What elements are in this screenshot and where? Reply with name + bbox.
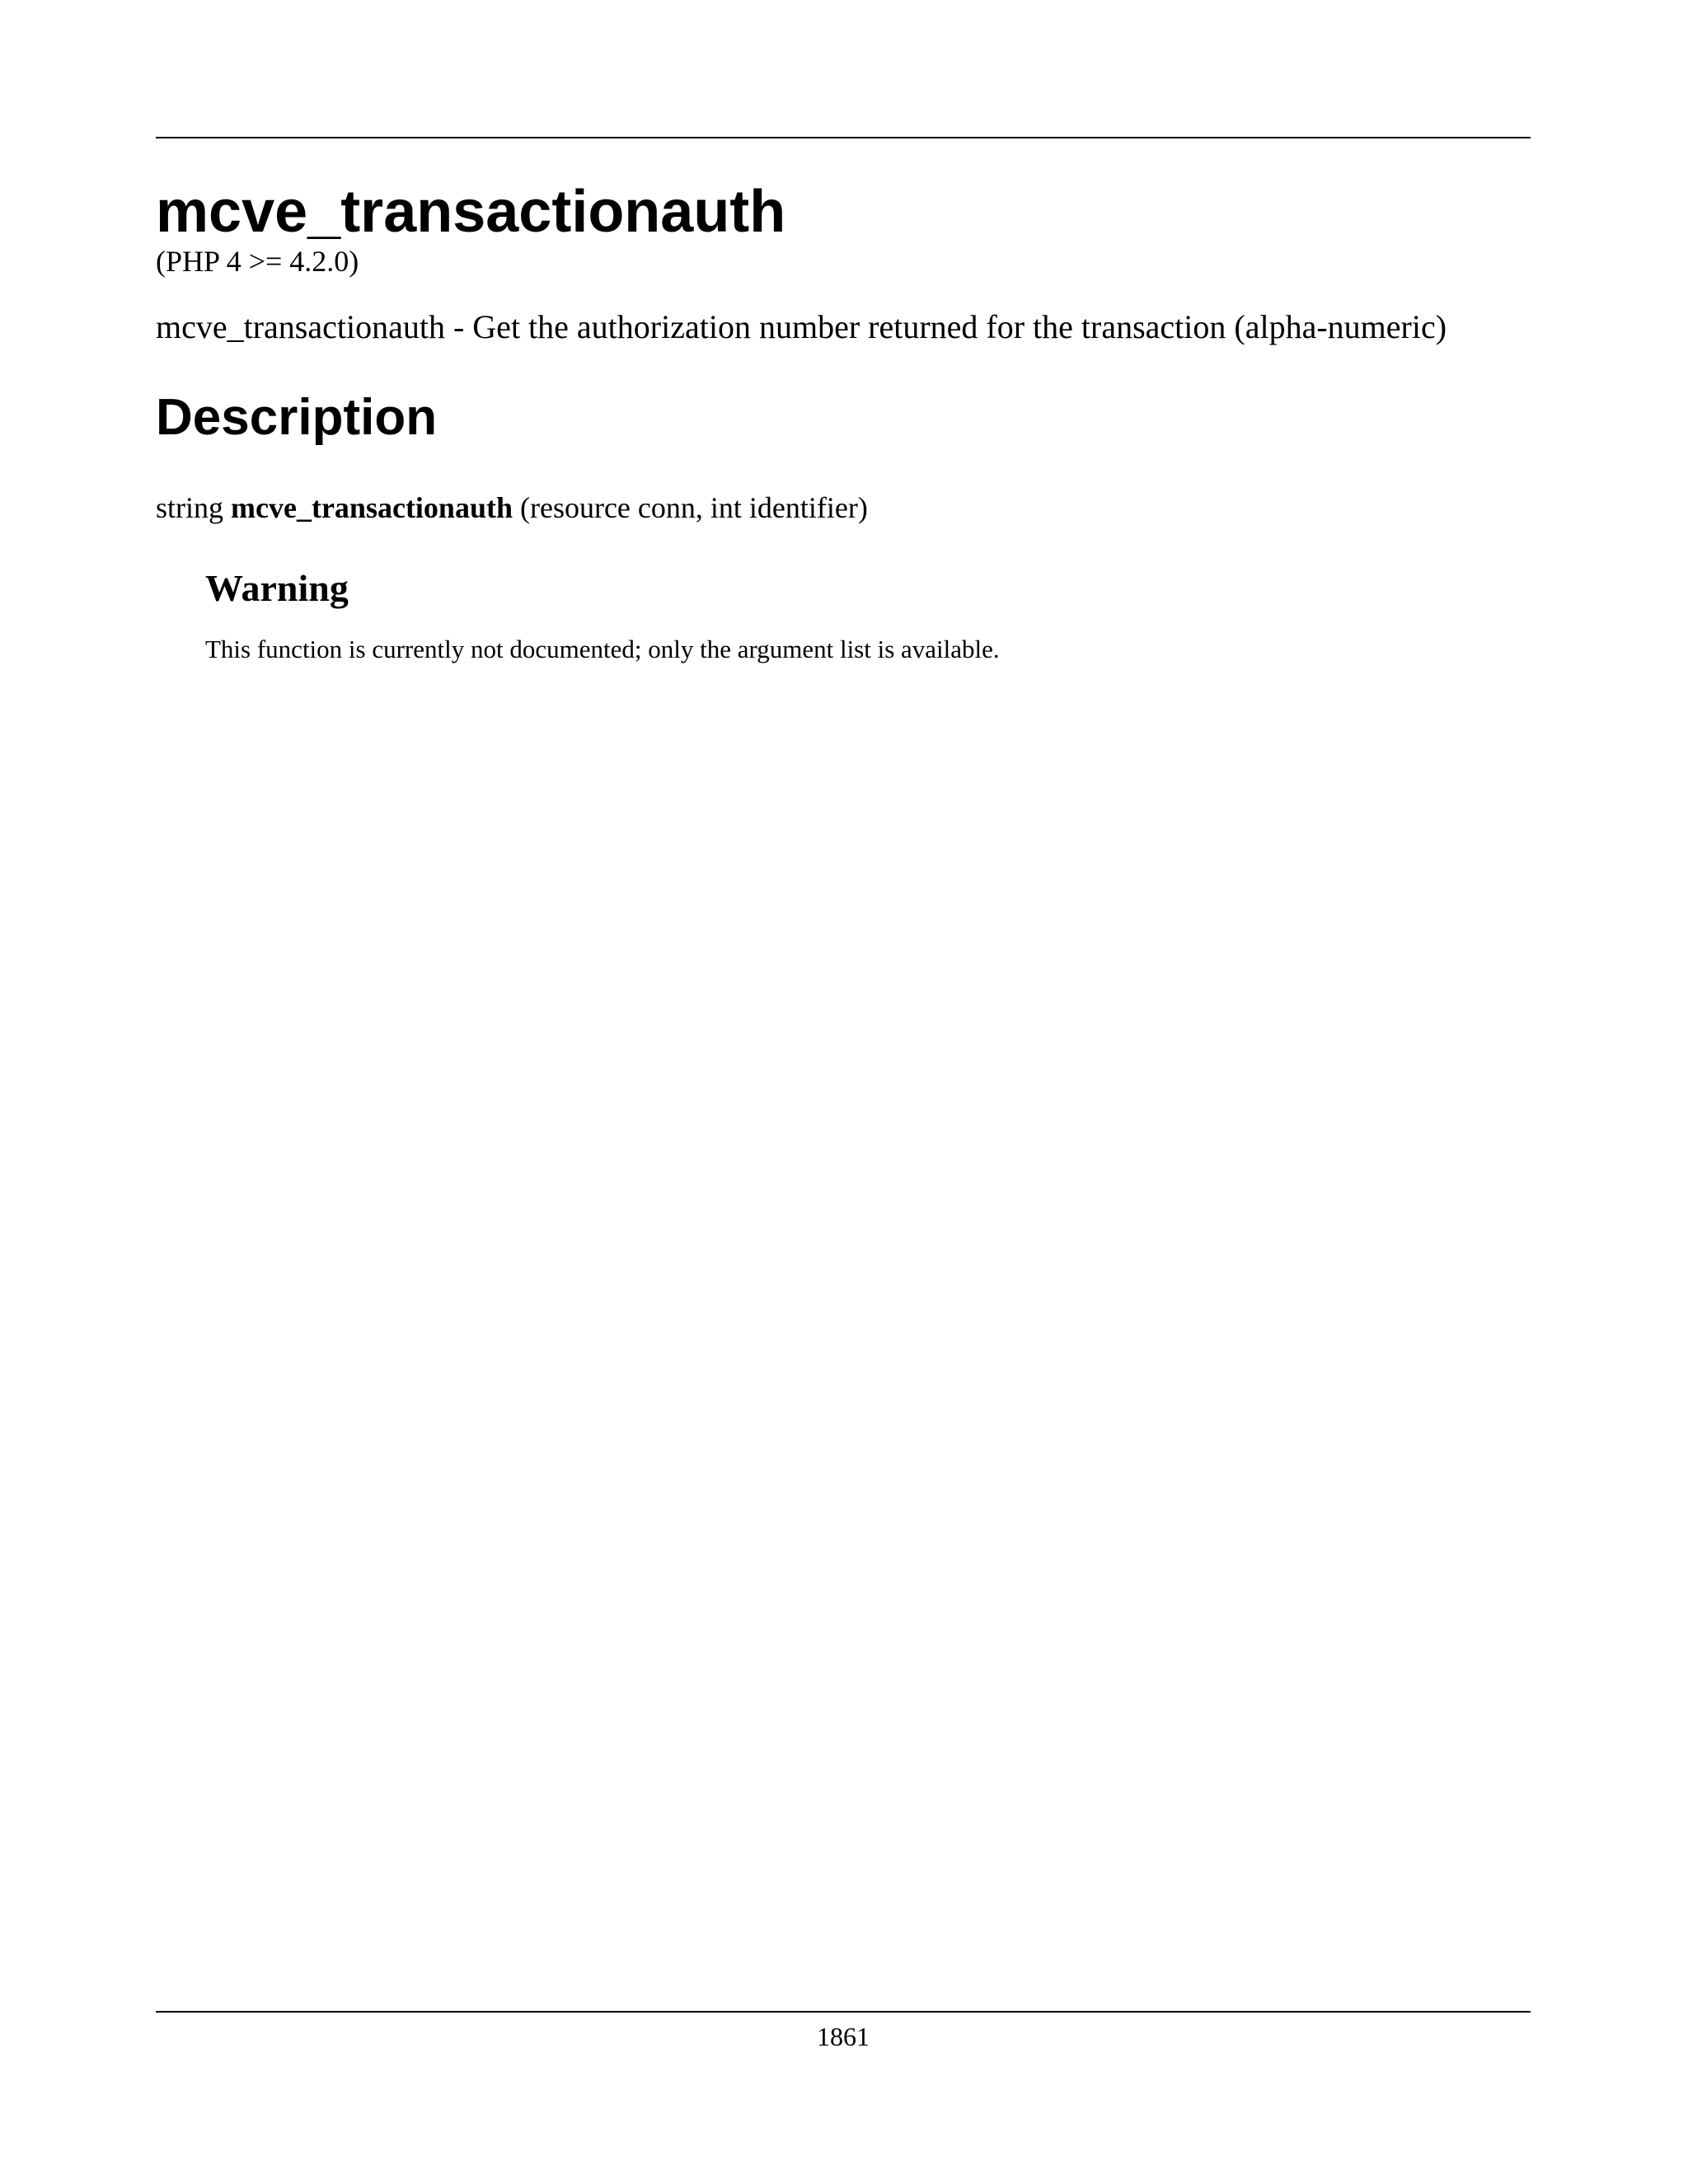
- warning-title: Warning: [205, 567, 349, 610]
- top-rule: [156, 137, 1531, 138]
- page-number: 1861: [817, 2022, 870, 2051]
- warning-box: [205, 565, 1531, 664]
- return-type: string: [156, 490, 224, 524]
- function-synopsis: [156, 490, 1531, 526]
- version-info: (PHP 4 >= 4.2.0): [156, 244, 359, 278]
- bottom-rule: [156, 2011, 1531, 2013]
- warning-text: This function is currently not documented; only the argument list is available.: [205, 635, 1000, 664]
- description-heading: Description: [156, 388, 438, 446]
- function-params: (resource conn, int identifier): [519, 490, 868, 524]
- function-purpose: mcve_transactionauth - Get the authorization number returned for the transaction (alpha-numeric): [156, 307, 1447, 345]
- page-title: mcve_transactionauth: [156, 179, 786, 245]
- function-name: mcve_transactionauth: [231, 490, 513, 524]
- page-content: [156, 181, 1531, 665]
